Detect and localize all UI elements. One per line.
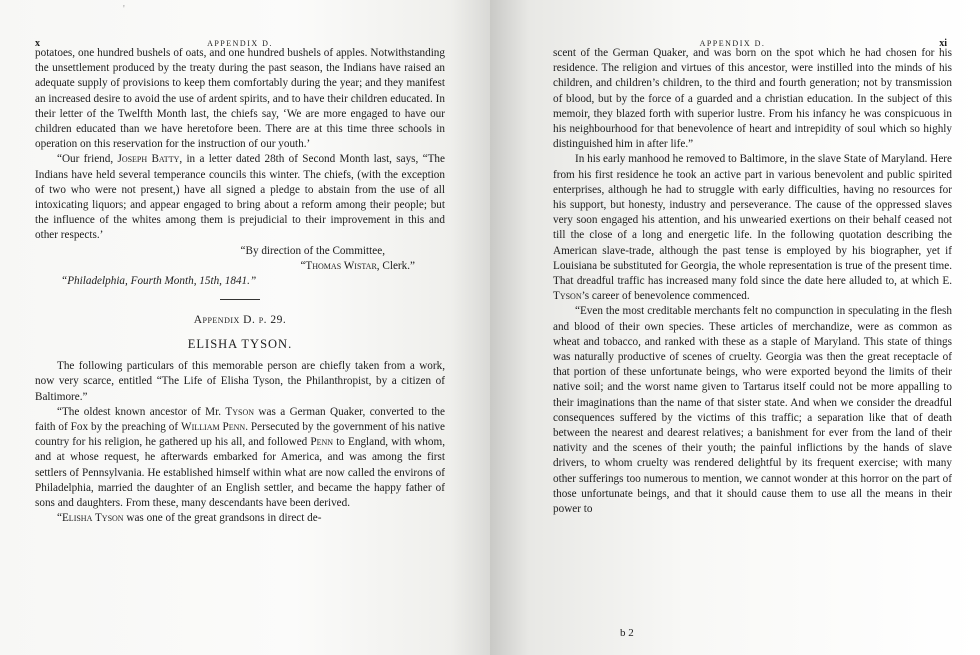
text-run: . Persecuted by the government of his native country for his religion, he gathered up his all, and followed [35, 421, 445, 449]
person-name: William Penn [181, 421, 246, 434]
paragraph [35, 405, 445, 511]
paragraph [553, 152, 952, 304]
person-name: Penn [310, 436, 334, 449]
signature-line: “By direction of the Committee, [240, 244, 385, 257]
person-name: Tyson [553, 290, 582, 303]
page-mark: ' [123, 4, 125, 15]
signature-mark: b 2 [620, 627, 634, 639]
running-head-right [553, 0, 952, 49]
page-number: xi [939, 38, 947, 49]
signature-line [35, 259, 445, 274]
text-run: to England, with whom, and at whose request, he afterwards embarked for America, and was among the first settlers of Pennsylvania. He established himself within what are now called the environs of Philadelphia, married the daughter of an English settler, and became the happy father of sons and daughters. From these, many descendants have been derived. [35, 436, 445, 510]
text-run: “The oldest known ancestor of Mr. [57, 405, 226, 418]
person-name: Tyson [225, 405, 255, 418]
page-number: x [35, 38, 40, 49]
running-head-left [35, 0, 445, 49]
date-line: “Philadelphia, Fourth Month, 15th, 1841.” [61, 275, 257, 288]
paragraph: scent of the German Quaker, and was born on the spot which he had chosen for his residence. The religion and virtues of this ancestor, were instilled into the minds of his children, and children’s children, to the third and fourth generation; not by transmission of blood, but by the force of a guarded and a christian education. In the subject of this memoir, they blazed forth with superior lustre. From his infancy he was conspicuous in his neighbourhood for that benevolence of heart and intrepidity of soul which so highly distinguished him in after life.” [553, 47, 952, 151]
text-run: “ [57, 512, 62, 525]
text-run: “ [300, 259, 306, 272]
text-run: In his early manhood he removed to Baltimore, in the slave State of Maryland. Here from his first residence he took an active part in various benevolent and public spirited enterprises, although he had to struggle with early difficulties, having no resources for his support, but honesty, industry and perseverance. The cause of the oppressed slaves very soon engaged his attention, and his unwearied exertions on their behalf ceased not till the close of a long and energetic life. In the following quotation describing the American slave-trade, although the past tense is employed by his biographer, yet if Louisiana be substituted for Georgia, the whole representation is true of the present time. That dreadful traffic has increased many fold since the date here alluded to, at which E. [553, 153, 952, 288]
person-name: Joseph Batty [117, 153, 180, 166]
paragraph: The following particulars of this memorable person are chiefly taken from a work, now very scarce, entitled “The Life of Elisha Tyson, the Philanthropist, by a citizen of Baltimore.” [35, 360, 445, 403]
paragraph: “Even the most creditable merchants felt no compunction in speculating in the flesh and blood of their own species. These articles of merchandize, were as common as wheat and tobacco, and ranked with these as a staple of Maryland. This state of things was naturally productive of scenes of cruelty. Georgia was then the great receptacle of that portion of these unfortunate beings, who were exported beyond the limits of their native soil; and the worst name given to Tartarus itself could not be more appalling to their imaginations than the name of that sister state. And when we consider the dreadful consequences suffered by the victims of this traffic; a separation like that of death between the nearest and dearest relatives; a banishment for ever from the land of their nativity and the scenes of their youth; the painful inflictions by the hands of slave drivers, to whom cruelty was rendered delightful by its frequent exercise; with many other sufferings too numerous to mention, we cannot wonder at this horror on the part of those unfortunate beings, and that it should cause them to use all the means in their power to [553, 305, 952, 516]
right-page [490, 0, 980, 655]
person-name: Elisha Tyson [61, 512, 124, 525]
paragraph [35, 511, 445, 526]
divider [220, 299, 260, 300]
text-run: , in a letter dated 28th of Second Month last, says, “The Indians have held several temperance councils this winter. The chiefs, (with the exception of two who were not present,) have all signed a pledge to abstain from the use of all intoxicating liquors; and appear engaged to bring about a reform among their people; but the influence of the whites among them is prejudicial to their improvement in this and other respects.’ [35, 153, 445, 242]
text-run: was one of the great grandsons in direct de- [123, 512, 322, 525]
person-name: Thomas Wistar [305, 259, 377, 272]
text-run: ’s career of benevolence commenced. [581, 290, 750, 303]
running-title: APPENDIX D. [207, 39, 273, 48]
running-title: APPENDIX D. [699, 39, 766, 48]
text-run: was a German Quaker, converted to the faith of Fox by the preaching of [35, 405, 445, 434]
paragraph: potatoes, one hundred bushels of oats, and one hundred bushels of apples. Notwithstanding the unsettlement produced by the treaty during the past season, the Indians have raised an adequate supply of provisions to keep them comfortably during the year; and they manifest an increased desire to avoid the use of ardent spirits, and to have their children educated. In their letter of the Twelfth Month last, the chiefs say, ‘We are more engaged to have our children educated than we have heretofore been. There are at this time three schools in operation on this reservation for the instruction of our youth.’ [35, 47, 445, 151]
text-run: , Clerk.” [376, 259, 415, 272]
paragraph [35, 152, 445, 243]
text-run: “Our friend, [57, 153, 118, 166]
appendix-heading: Appendix D. p. 29. [193, 314, 287, 327]
section-heading: ELISHA TYSON. [187, 337, 293, 352]
